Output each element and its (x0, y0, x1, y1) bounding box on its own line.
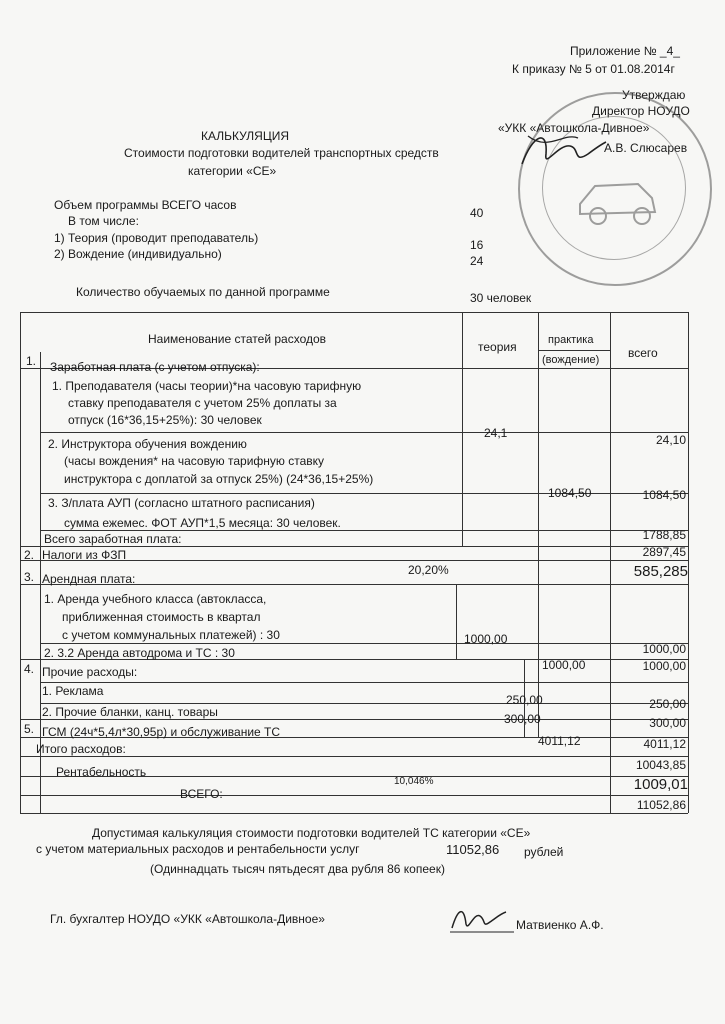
profit-label: Рентабельность (56, 765, 147, 779)
theory-hours-value: 16 (470, 238, 484, 252)
row-text: с учетом коммунальных платежей) : 30 (62, 628, 280, 642)
footer-line2: с учетом материальных расходов и рентабельности услуг (36, 842, 360, 856)
row-text: 1. Аренда учебного класса (автокласса, (44, 592, 267, 606)
profit-total: 1009,01 (633, 776, 688, 793)
cell-value: 24,1 (484, 426, 508, 440)
students-label: Количество обучаемых по данной программе (76, 285, 330, 299)
row-title: Прочие расходы: (42, 665, 138, 679)
cell-value: 300,00 (504, 712, 541, 726)
accountant-title: Гл. бухгалтер НОУДО «УКК «Автошкола-Дивное» (50, 912, 325, 926)
accountant-signature (448, 902, 518, 936)
row-num: 1. (26, 354, 37, 368)
cell-value: 300,00 (649, 716, 686, 730)
row-text: (часы вождения* на часовую тарифную ставку (64, 454, 325, 468)
footer-line1: Допустимая калькуляция стоимости подготовки водителей ТС категории «СЕ» (92, 826, 531, 840)
students-value: 30 человек (470, 291, 532, 305)
profit-percent: 10,046% (394, 776, 434, 787)
cell-value: 20,20% (408, 563, 449, 577)
doc-category: категории «СЕ» (188, 164, 277, 178)
director-signature (518, 124, 608, 176)
row-text: 2. Прочие бланки, канц. товары (42, 705, 218, 719)
cell-value: 2897,45 (642, 545, 686, 559)
row-num: 5. (24, 722, 35, 736)
col-header-practice-sub: (вождение) (542, 354, 600, 366)
director-title: Директор НОУДО (592, 104, 690, 118)
row-text: инструктора с доплатой за отпуск 25%) (24*36,15+25%) (64, 472, 374, 486)
order-reference: К приказу № 5 от 01.08.2014г (512, 62, 675, 76)
row-text: приближенная стоимость в квартал (62, 610, 261, 624)
program-total-label: Объем программы ВСЕГО часов (54, 198, 237, 212)
row-text: Всего заработная плата: (44, 532, 182, 546)
sum-total: 10043,85 (635, 758, 686, 772)
row-text: 2. Инструктора обучения вождению (48, 437, 247, 451)
school-name: «УКК «Автошкола-Дивное» (498, 121, 650, 135)
approve-label: Утверждаю (622, 88, 686, 102)
program-total-value: 40 (470, 206, 484, 220)
cell-value: 1788,85 (642, 528, 686, 542)
cell-value: 1000,00 (464, 632, 508, 646)
grand-total: 11052,86 (636, 798, 686, 812)
row-text: 2. 3.2 Аренда автодрома и ТС : 30 (44, 646, 235, 660)
row-text: сумма ежемес. ФОТ АУП*1,5 месяца: 30 человек. (64, 516, 341, 530)
cell-value: 24,10 (655, 433, 686, 447)
theory-hours-label: 1) Теория (проводит преподаватель) (54, 231, 259, 245)
cell-value: 1000,00 (642, 642, 686, 656)
row-title: Налоги из ФЗП (42, 548, 127, 562)
row-title: ГСМ (24ч*5,4л*30,95р) и обслуживание ТС (42, 725, 281, 739)
grand-label: ВСЕГО: (180, 787, 223, 801)
col-header-theory: теория (478, 340, 517, 354)
cell-value: 1084,50 (642, 488, 686, 502)
row-text: ставку преподавателя с учетом 25% доплаты за (68, 396, 337, 410)
accountant-name: Матвиенко А.Ф. (516, 918, 604, 932)
footer-currency: рублей (524, 845, 564, 859)
doc-title: КАЛЬКУЛЯЦИЯ (200, 129, 290, 143)
row-title: Заработная плата (с учетом отпуска): (50, 360, 260, 374)
row-text: отпуск (16*36,15+25%): 30 человек (68, 413, 262, 427)
cell-value: 1000,00 (542, 658, 586, 672)
col-header-name: Наименование статей расходов (148, 332, 327, 346)
doc-subtitle: Стоимости подготовки водителей транспортных средств (124, 146, 439, 160)
cell-value: 1000,00 (642, 659, 686, 673)
cell-value: 250,00 (649, 697, 686, 711)
driving-hours-value: 24 (470, 254, 484, 268)
footer-amount-words: (Одиннадцать тысяч пятьдесят два рубля 86 копеек) (150, 862, 445, 876)
cell-value: 250,00 (506, 693, 543, 707)
footer-amount: 11052,86 (446, 842, 500, 857)
cell-value: 1084,50 (548, 486, 592, 500)
school-seal (518, 92, 712, 286)
row-title: Арендная плата: (42, 572, 136, 586)
row-text: 1. Преподавателя (часы теории)*на часовую тарифную (52, 379, 362, 393)
col-header-practice: практика (548, 334, 594, 346)
sum-label: Итого расходов: (36, 742, 126, 756)
cell-value: 585,285 (633, 563, 688, 580)
col-header-total: всего (628, 346, 658, 360)
row-num: 4. (24, 662, 35, 676)
director-name: А.В. Слюсарев (604, 141, 688, 155)
row-text: 3. З/плата АУП (согласно штатного расписания) (48, 496, 315, 510)
driving-hours-label: 2) Вождение (индивидуально) (54, 247, 222, 261)
row-num: 2. (24, 548, 35, 562)
program-including: В том числе: (68, 214, 139, 228)
row-num: 3. (24, 570, 35, 584)
row-text: 1. Реклама (42, 684, 104, 698)
cell-value: 4011,12 (643, 737, 686, 751)
appendix-number: Приложение № _4_ (570, 44, 680, 58)
cell-value: 4011,12 (538, 734, 581, 748)
